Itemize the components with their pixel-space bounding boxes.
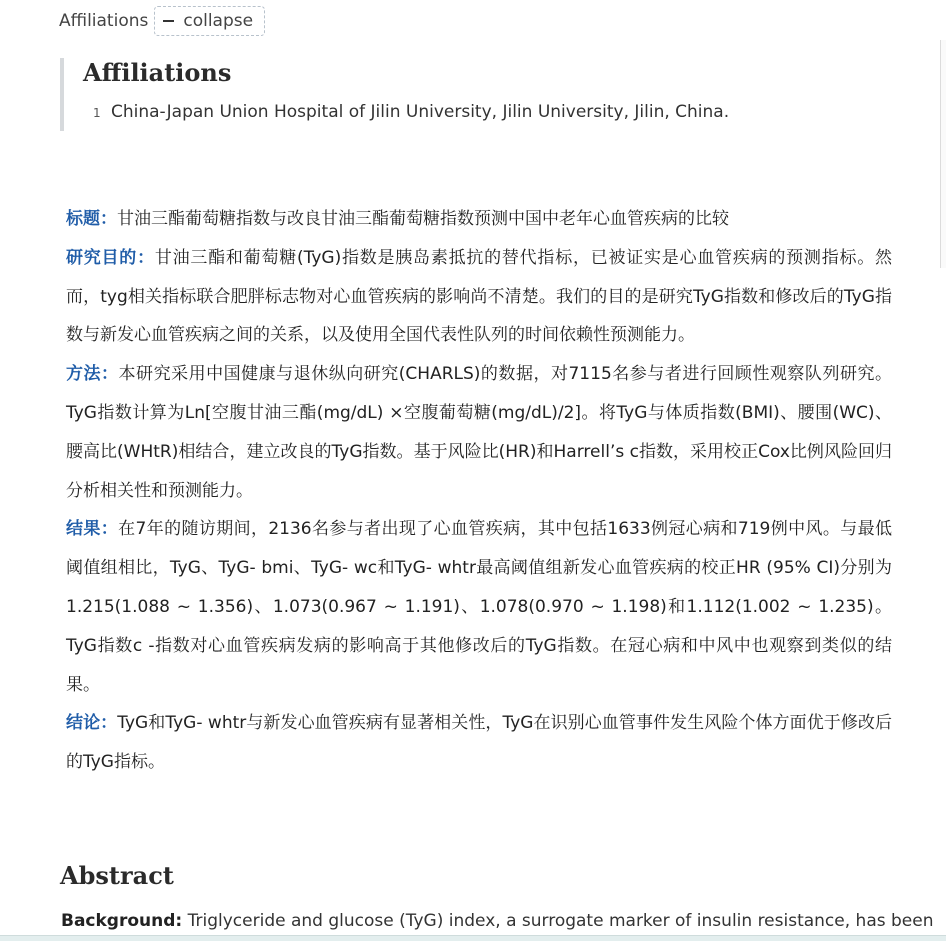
affiliations-toggle-label: Affiliations [59, 11, 149, 31]
collapse-button-label: collapse [183, 11, 254, 31]
affiliations-title: Affiliations [83, 58, 232, 87]
cn-methods-text: 本研究采用中国健康与退休纵向研究(CHARLS)的数据，对7115名参与者进行回顾性观察队列研究。TyG指数计算为Ln[空腹甘油三酯(mg/dL) ×空腹葡萄糖(mg/dL)/2]。将TyG与体质指数(BMI)、腰围(WC)、腰高比(WHtR)相结合，建立改良的TyG指数。基于风险比(HR)和Harrell’s c指数，采用校正Cox比例风险回归分析相关性和预测能力。 [66, 364, 892, 501]
cn-title-paragraph [66, 200, 892, 239]
cn-conclusion-label: 结论： [66, 713, 118, 734]
cn-purpose-label: 研究目的： [66, 247, 155, 268]
cn-results-label: 结果： [66, 519, 119, 540]
cn-conclusion-text: TyG和TyG- whtr与新发心血管疾病有显著相关性，TyG在识别心血管事件发生风险个体方面优于修改后的TyG指标。 [66, 713, 893, 773]
affiliations-toggle [59, 6, 265, 36]
affiliation-text: China-Japan Union Hospital of Jilin University, Jilin University, Jilin, China. [111, 102, 730, 122]
cn-title-text: 甘油三酯葡萄糖指数与改良甘油三酯葡萄糖指数预测中国中老年心血管疾病的比较 [117, 209, 729, 229]
affiliations-panel [60, 58, 884, 131]
abstract-heading: Abstract [60, 861, 174, 890]
minus-icon [163, 20, 174, 22]
cn-methods-paragraph [66, 355, 892, 510]
cn-purpose-paragraph [66, 239, 892, 355]
cn-title-label: 标题： [66, 209, 117, 229]
side-panel-edge [940, 40, 946, 268]
cn-purpose-text: 甘油三酯和葡萄糖(TyG)指数是胰岛素抵抗的替代指标，已被证实是心血管疾病的预测指标。然而，tyg相关指标联合肥胖标志物对心血管疾病的影响尚不清楚。我们的目的是研究TyG指数和修改后的TyG指数与新发心血管疾病之间的关系，以及使用全国代表性队列的时间依赖性预测能力。 [66, 247, 893, 346]
bottom-bar [0, 935, 946, 941]
background-text: Triglyceride and glucose (TyG) index, a surrogate marker of insulin resistance, has been [182, 911, 934, 931]
abstract-background-line [61, 911, 933, 931]
collapse-button[interactable] [154, 6, 265, 36]
cn-results-text: 在7年的随访期间，2136名参与者出现了心血管疾病，其中包括1633例冠心病和719例中风。与最低阈值组相比，TyG、TyG- bmi、TyG- wc和TyG- whtr最高阈值组新发心血管疾病的校正HR (95% CI)分别为1.215(1.088 ~ 1.356)、1.073(0.967 ~ 1.191)、1.078(0.970 ~ 1.198)和1.112(1.002 ~ 1.235)。TyG指数c -指数对心血管疾病发病的影响高于其他修改后的TyG指数。在冠心病和中风中也观察到类似的结果。 [66, 519, 893, 695]
background-label: Background: [61, 911, 183, 931]
affiliation-number: 1 [93, 106, 101, 120]
chinese-abstract [66, 200, 892, 782]
cn-conclusion-paragraph [66, 704, 892, 782]
cn-results-paragraph [66, 510, 892, 704]
cn-methods-label: 方法： [66, 364, 119, 385]
